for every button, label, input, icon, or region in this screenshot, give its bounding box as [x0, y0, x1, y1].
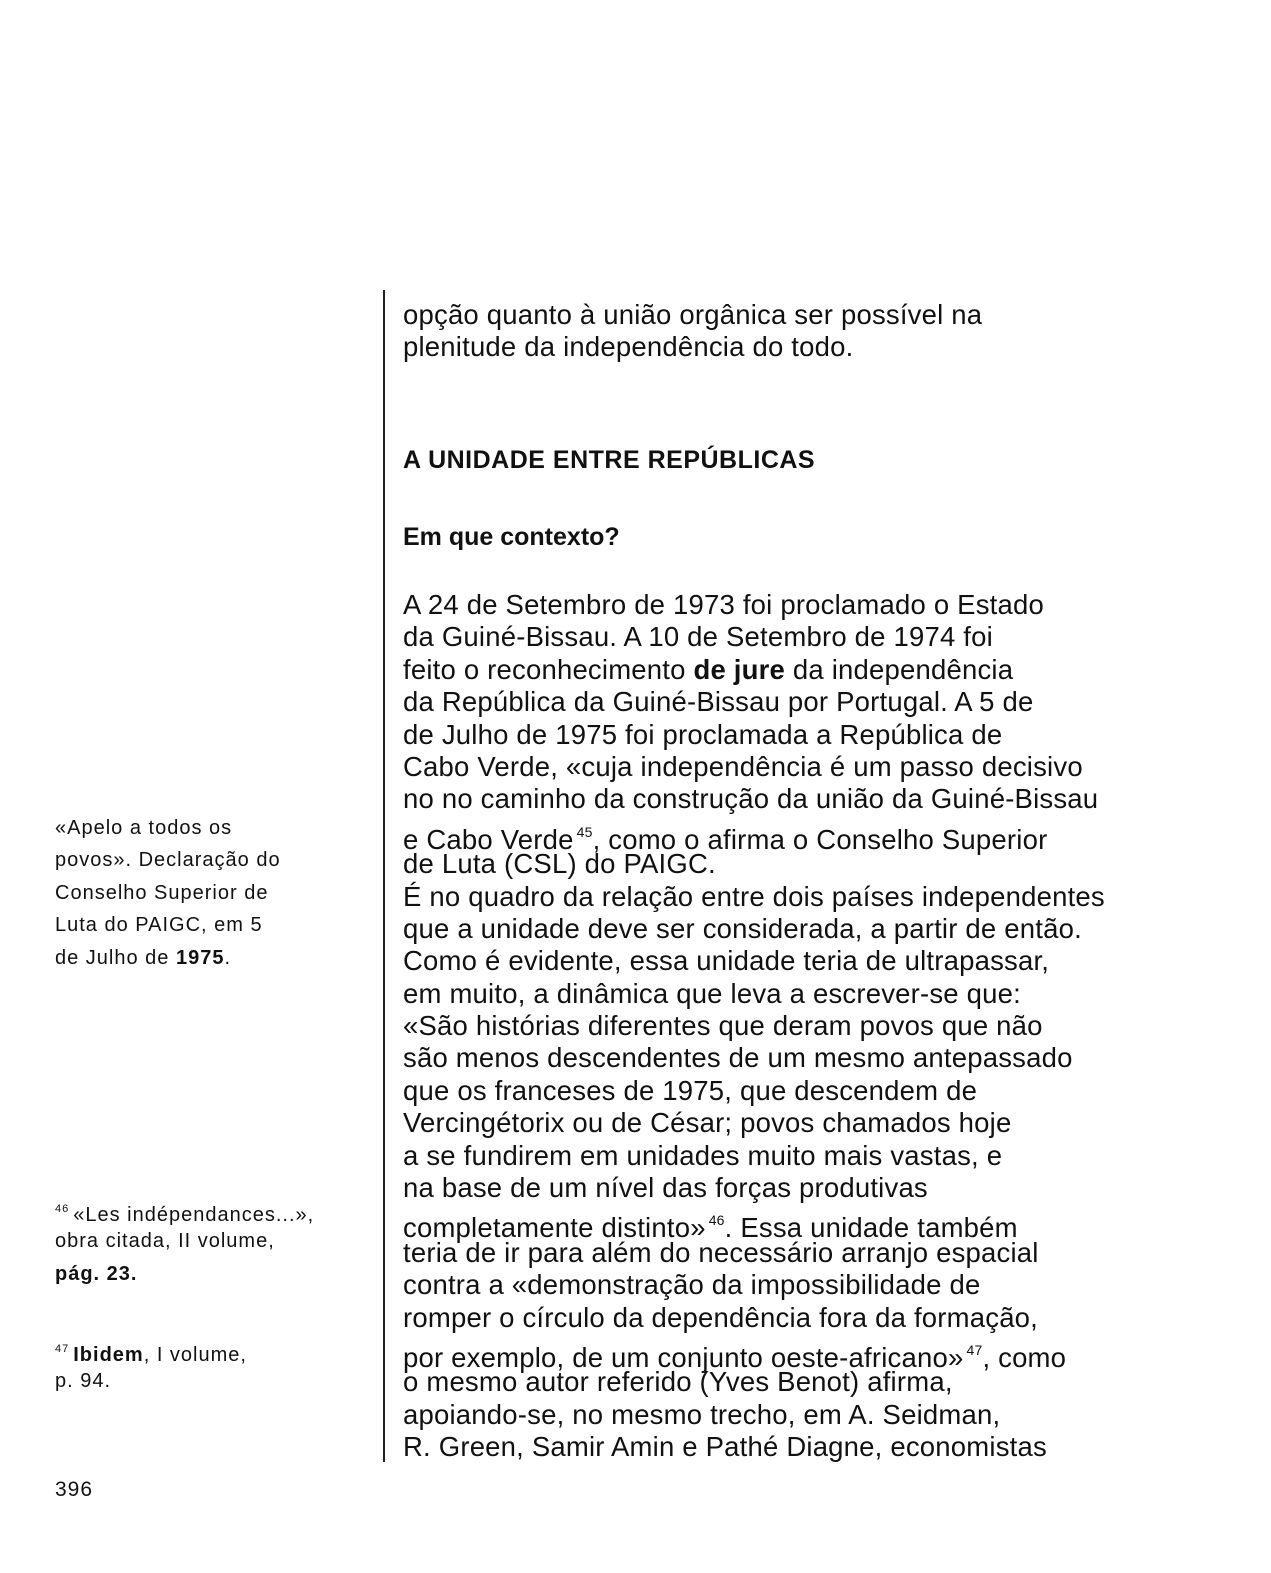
margin-rule: [383, 290, 385, 1462]
text-segment: Conselho Superior de: [55, 881, 269, 904]
footnote-45: [55, 812, 281, 974]
footnote-47: [55, 1333, 247, 1398]
text-line: [403, 299, 982, 331]
text-line: [403, 719, 1105, 751]
text-segment: 1975: [175, 946, 225, 969]
text-segment: «Les indépendances...»,: [73, 1204, 315, 1226]
text-segment: R. Green, Samir Amin e Pathé Diagne, economistas: [403, 1431, 1047, 1463]
text-segment: o mesmo autor referido (Yves Benot) afirma,: [403, 1366, 953, 1398]
text-segment: «São histórias diferentes que deram povos que não: [403, 1010, 1043, 1042]
footnote-marker: 45: [576, 823, 593, 840]
footnote-marker: 46: [55, 1203, 70, 1215]
text-line: [403, 978, 1105, 1010]
text-line: [403, 1075, 1105, 1107]
section-heading: A UNIDADE ENTRE REPÚBLICAS: [403, 446, 816, 474]
text-segment: opção quanto à união orgânica ser possível na: [403, 299, 983, 330]
text-line: [55, 909, 281, 941]
text-segment: são menos descendentes de um mesmo antepassado: [403, 1042, 1073, 1074]
text-segment: no no caminho da construção da união da Guiné-Bissau: [403, 783, 1099, 815]
text-line: [403, 945, 1105, 977]
footnote-marker: 47: [966, 1341, 983, 1358]
text-segment: de Julho de: [55, 946, 176, 969]
text-line: [55, 1365, 247, 1397]
page-number: 396: [55, 1478, 94, 1501]
text-line: [403, 1172, 1105, 1204]
text-line: [403, 1204, 1105, 1244]
text-line: [403, 751, 1105, 783]
text-segment: «Apelo a todos os: [55, 817, 233, 839]
text-line: [403, 1010, 1105, 1042]
text-segment: de jure: [693, 653, 786, 685]
text-segment: romper o círculo da dependência fora da formação,: [403, 1301, 1039, 1333]
text-segment: a se fundirem em unidades muito mais vastas, e: [403, 1139, 1003, 1171]
body-paragraph: [403, 589, 1105, 1464]
text-segment: Cabo Verde, «cuja independência é um passo decisivo: [403, 750, 1083, 782]
text-segment: Como é evidente, essa unidade teria de ultrapassar,: [403, 945, 1050, 977]
text-line: [403, 654, 1105, 686]
text-line: [403, 783, 1105, 815]
text-line: [403, 881, 1105, 913]
text-segment: Luta do PAIGC, em 5: [55, 914, 263, 937]
text-segment: É no quadro da relação entre dois países independentes: [403, 880, 1105, 912]
text-line: [55, 1333, 247, 1365]
text-segment: .: [224, 946, 232, 969]
text-segment: da independência: [785, 653, 1014, 685]
text-segment: por exemplo, de um conjunto oeste-africano»: [403, 1341, 964, 1373]
text-segment: , como: [982, 1341, 1067, 1373]
text-line: [403, 621, 1105, 653]
text-segment: A 24 de Setembro de 1973 foi proclamado o Estado: [403, 589, 1044, 620]
text-line: [55, 844, 281, 876]
text-line: [403, 816, 1105, 855]
text-segment: Ibidem: [73, 1344, 144, 1366]
text-line: [403, 331, 982, 363]
text-segment: pág. 23.: [55, 1262, 138, 1285]
text-line: [403, 1399, 1105, 1431]
text-segment: completamente distinto»: [403, 1212, 706, 1244]
text-segment: da República da Guiné-Bissau por Portugal. A 5 de: [403, 686, 1034, 718]
text-line: [403, 1042, 1105, 1074]
text-line: [403, 1269, 1105, 1301]
subsection-heading: Em que contexto?: [403, 523, 620, 551]
footnote-46: [55, 1193, 314, 1290]
text-line: [55, 812, 281, 844]
text-segment: povos». Declaração do: [55, 849, 281, 872]
text-segment: p. 94.: [55, 1370, 112, 1393]
text-segment: contra a «demonstração da impossibilidade de: [403, 1269, 981, 1301]
text-segment: Vercingétorix ou de César; povos chamados hoje: [403, 1107, 1012, 1139]
text-segment: de Luta (CSL) do PAIGC.: [403, 848, 716, 880]
text-segment: , como o afirma o Conselho Superior: [592, 823, 1048, 855]
text-segment: da Guiné-Bissau. A 10 de Setembro de 1974 foi: [403, 621, 993, 653]
text-segment: apoiando-se, no mesmo trecho, em A. Seidman,: [403, 1398, 1001, 1430]
text-line: [403, 1237, 1105, 1269]
text-line: [403, 913, 1105, 945]
text-line: [403, 1107, 1105, 1139]
text-segment: e Cabo Verde: [403, 823, 574, 855]
text-line: [403, 1140, 1105, 1172]
text-line: [55, 1225, 314, 1257]
text-segment: que a unidade deve ser considerada, a partir de então.: [403, 912, 1082, 944]
text-line: [403, 589, 1105, 621]
text-segment: que os franceses de 1975, que descendem de: [403, 1074, 978, 1106]
text-line: [403, 1334, 1105, 1373]
intro-paragraph: [403, 299, 982, 364]
text-line: [403, 1302, 1105, 1334]
text-segment: feito o reconhecimento: [403, 653, 694, 685]
text-line: [55, 1193, 314, 1225]
text-line: [55, 877, 281, 909]
text-line: [403, 1431, 1105, 1463]
footnote-marker: 47: [55, 1343, 70, 1355]
text-segment: em muito, a dinâmica que leva a escrever-se que:: [403, 977, 1021, 1009]
text-segment: . Essa unidade também: [724, 1212, 1018, 1244]
footnote-marker: 46: [708, 1212, 725, 1229]
text-segment: plenitude da independência do todo.: [403, 331, 854, 363]
text-segment: , I volume,: [143, 1344, 247, 1366]
text-segment: teria de ir para além do necessário arranjo espacial: [403, 1236, 1039, 1268]
text-line: [55, 942, 281, 974]
text-segment: obra citada, II volume,: [55, 1230, 275, 1253]
text-segment: de Julho de 1975 foi proclamada a República de: [403, 718, 1003, 750]
text-segment: na base de um nível das forças produtivas: [403, 1172, 928, 1204]
text-line: [55, 1258, 314, 1290]
text-line: [403, 686, 1105, 718]
